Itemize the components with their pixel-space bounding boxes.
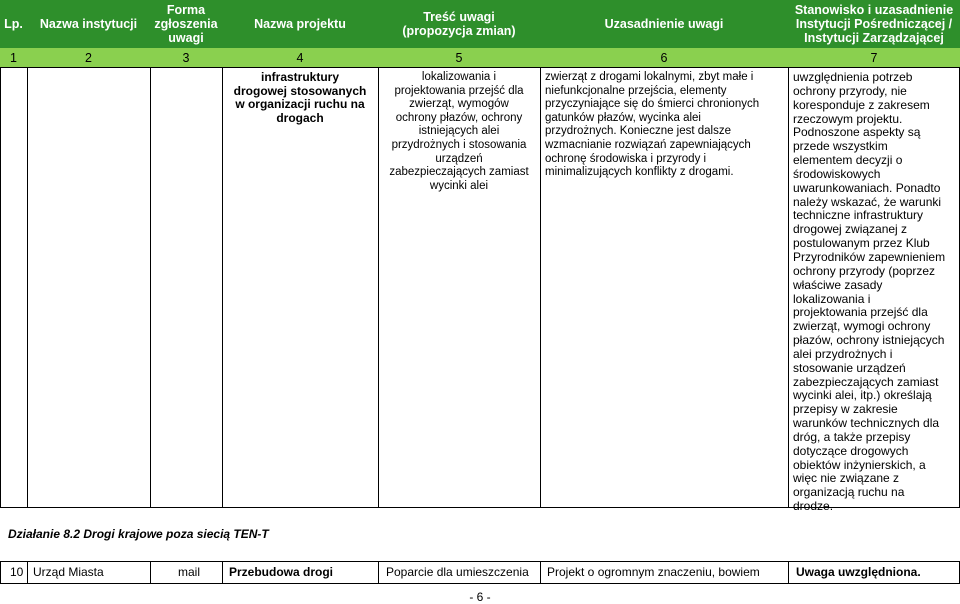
grid-line xyxy=(540,68,541,508)
grid-line xyxy=(150,561,151,583)
grid-line xyxy=(0,68,1,508)
column-number: 6 xyxy=(660,51,668,65)
table-row xyxy=(0,561,960,583)
column-number: 5 xyxy=(455,51,463,65)
cell-justification-continued: zwierząt z drogami lokalnymi, zbyt małe i niefunkcjonalne przejścia, elementy przyczyniające się do śmierci chronionych gatunków płazów, wycinka alei przydrożnych. Konieczne jest dalsze wzmacnianie rozwiązań zapewniających ochronę środowiska i przyrody i minimalizujących konflikty z drogami. xyxy=(545,71,760,179)
row10-institution: Urząd Miasta xyxy=(33,565,104,579)
column-number: 2 xyxy=(85,51,92,65)
grid-line xyxy=(27,68,28,508)
grid-line xyxy=(788,68,789,508)
grid-line xyxy=(150,68,151,508)
header-form: Forma zgłoszenia uwagi xyxy=(154,3,218,45)
row-bottom-border xyxy=(0,583,960,584)
row10-content: Poparcie dla umieszczenia xyxy=(386,565,529,579)
table-header xyxy=(0,0,960,48)
header-position: Stanowisko i uzasadnienie Instytucji Pośredniczącej / Instytucji Zarządzającej xyxy=(794,3,954,45)
grid-line xyxy=(222,68,223,508)
header-lp: Lp. xyxy=(4,17,23,31)
grid-line xyxy=(378,68,379,508)
grid-line xyxy=(788,561,789,583)
row10-project: Przebudowa drogi xyxy=(229,565,334,579)
header-content: Treść uwagi (propozycja zmian) xyxy=(402,10,516,38)
cell-position-continued: uwzględnienia potrzeb ochrony przyrody, nie koresponduje z zakresem rzeczowym projektu. Podnoszone aspekty są przede wszystkim elementem decyzji o środowiskowych uwarunkowaniach. Ponadto należy wskazać, że warunki techniczne infrastruktury drogowej związanej z postulowanym przez Klub Przyrodników zapewnieniem ochrony przyrody (poprzez właściwe zasady lokalizowania i projektowania przejść dla zwierząt, wymogi ochrony płazów, ochrony istniejących alei przydrożnych i stosowanie urządzeń zabezpieczających zamiast wycinki alei, itp.) określają przepisy w zakresie warunków technicznych dla dróg, a także przepisy dotyczące drogowych obiektów inżynierskich, a więc nie związane z organizacją ruchu na drodze. xyxy=(793,70,946,514)
row10-form: mail xyxy=(178,565,201,579)
column-number: 4 xyxy=(296,51,304,65)
row10-position: Uwaga uwzględniona. xyxy=(796,565,921,579)
cell-project-continued: infrastruktury drogowej stosowanych w organizacji ruchu na drogach xyxy=(233,70,367,125)
grid-line xyxy=(540,561,541,583)
grid-line xyxy=(27,561,28,583)
page-number: - 6 - xyxy=(469,590,491,604)
row10-justification: Projekt o ogromnym znaczeniu, bowiem xyxy=(547,565,760,579)
section-title: Działanie 8.2 Drogi krajowe poza siecią TEN-T xyxy=(8,527,269,541)
column-number: 7 xyxy=(870,51,878,65)
column-number: 1 xyxy=(10,51,17,65)
row10-lp: 10 xyxy=(10,565,24,579)
header-justification: Uzasadnienie uwagi xyxy=(604,17,724,31)
header-institution: Nazwa instytucji xyxy=(39,17,138,31)
cell-content-continued: lokalizowania i projektowania przejść dla zwierząt, wymogów ochrony płazów, ochrony istniejących alei przydrożnych i stosowania urządzeń zabezpieczających zamiast wycinki alei xyxy=(389,71,529,192)
column-numbers-row xyxy=(0,48,960,68)
grid-line xyxy=(0,561,1,583)
header-project: Nazwa projektu xyxy=(254,17,346,31)
grid-line xyxy=(222,561,223,583)
grid-line xyxy=(378,561,379,583)
column-number: 3 xyxy=(182,51,190,65)
